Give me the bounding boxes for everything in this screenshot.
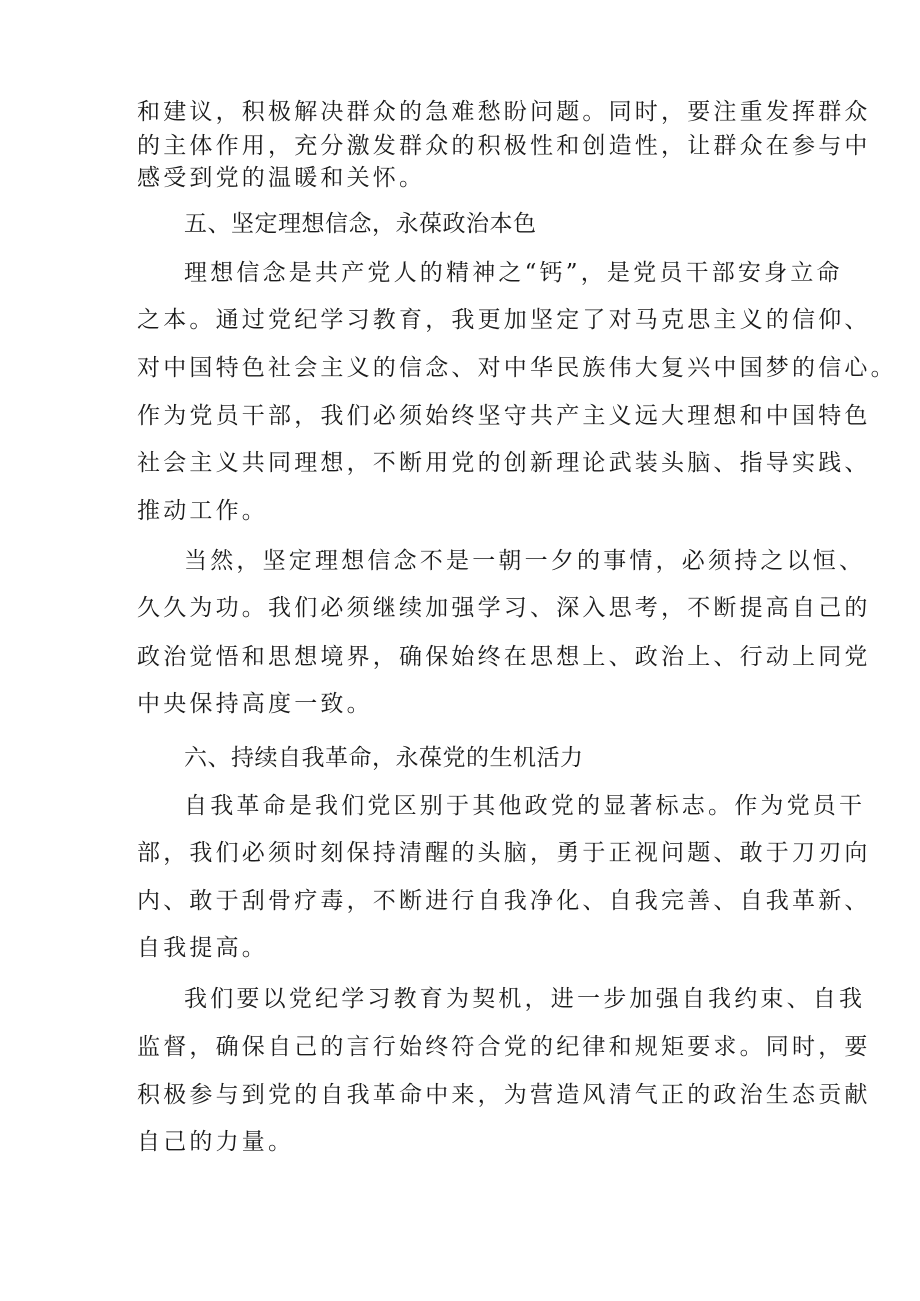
section-6-heading: 六、持续自我革命，永葆党的生机活力 bbox=[184, 745, 584, 771]
section-5-heading: 五、坚定理想信念，永葆政治本色 bbox=[184, 211, 537, 237]
s6-p1-line-3: 内、敢于刮骨疗毒，不断进行自我净化、自我完善、自我革新、 bbox=[137, 888, 871, 914]
s6-p2-line-4: 自己的力量。 bbox=[137, 1129, 295, 1155]
s6-p2-line-2: 监督，确保自己的言行始终符合党的纪律和规矩要求。同时，要 bbox=[137, 1034, 871, 1060]
s5-p1-line-2: 之本。通过党纪学习教育，我更加坚定了对马克思主义的信仰、 bbox=[137, 307, 871, 333]
intro-line-3: 感受到党的温暖和关怀。 bbox=[137, 165, 426, 191]
s6-p2-line-3: 积极参与到党的自我革命中来，为营造风清气正的政治生态贡献 bbox=[137, 1082, 871, 1108]
s5-p2-line-4: 中央保持高度一致。 bbox=[137, 691, 373, 717]
s6-p1-line-2: 部，我们必须时刻保持清醒的头脑，勇于正视问题、敢于刀刃向 bbox=[137, 840, 871, 866]
s6-p1-line-4: 自我提高。 bbox=[137, 935, 268, 961]
s5-p1-line-3: 对中国特色社会主义的信念、对中华民族伟大复兴中国梦的信心。 bbox=[137, 355, 897, 381]
s5-p1-line-4: 作为党员干部，我们必须始终坚守共产主义远大理想和中国特色 bbox=[137, 403, 871, 429]
s6-p2-line-1: 我们要以党纪学习教育为契机，进一步加强自我约束、自我 bbox=[184, 986, 866, 1012]
intro-line-1: 和建议，积极解决群众的急难愁盼问题。同时，要注重发挥群众 bbox=[137, 99, 871, 125]
intro-line-2: 的主体作用，充分激发群众的积极性和创造性，让群众在参与中 bbox=[137, 133, 871, 159]
s5-p2-line-2: 久久为功。我们必须继续加强学习、深入思考，不断提高自己的 bbox=[137, 595, 871, 621]
s5-p2-line-1: 当然，坚定理想信念不是一朝一夕的事情，必须持之以恒、 bbox=[184, 548, 866, 574]
s5-p1-line-6: 推动工作。 bbox=[137, 498, 268, 524]
s6-p1-line-1: 自我革命是我们党区别于其他政党的显著标志。作为党员干 bbox=[184, 793, 866, 819]
s5-p2-line-3: 政治觉悟和思想境界，确保始终在思想上、政治上、行动上同党 bbox=[137, 644, 871, 670]
s5-p1-line-1: 理想信念是共产党人的精神之“钙”，是党员干部安身立命 bbox=[184, 260, 843, 286]
s5-p1-line-5: 社会主义共同理想，不断用党的创新理论武装头脑、指导实践、 bbox=[137, 450, 871, 476]
